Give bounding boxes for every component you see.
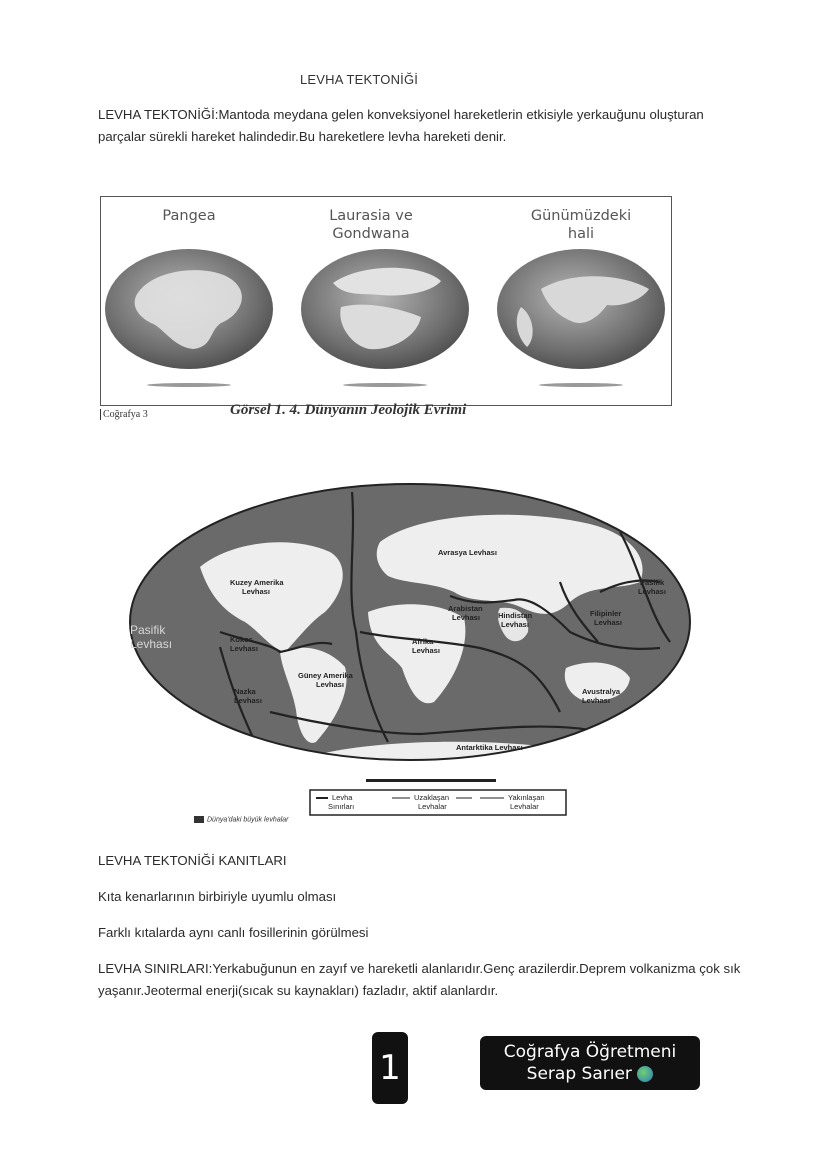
evidence-heading: LEVHA TEKTONİĞİ KANITLARI (98, 853, 287, 868)
pangea-globe (105, 249, 273, 387)
legend-diverging-1: Uzaklaşan (414, 793, 450, 802)
plate-label-guney-amerika-2: Levhası (316, 680, 344, 689)
globes-drawing (101, 197, 671, 405)
today-globe (497, 249, 665, 387)
plate-label-arabistan-2: Levhası (452, 613, 480, 622)
today-label-line1: Günümüzdeki (530, 208, 632, 224)
figure-caption: Görsel 1. 4. Dünyanın Jeolojik Evrimi (230, 402, 467, 418)
legend-converging-2: Levhalar (510, 802, 539, 811)
plate-label-antarktika: Antarktika Levhası (456, 743, 523, 752)
plate-label-avustralya-1: Avustralya (582, 687, 621, 696)
plate-label-pasifik-right-2: Levhası (638, 587, 666, 596)
plate-label-kokos-2: Levhası (230, 644, 258, 653)
boundaries-paragraph: LEVHA SINIRLARI:Yerkabuğunun en zayıf ve hareketli alanlarıdır.Genç arazilerdir.Deprem volkanizma çok sık yaşanır.Jeotermal enerji(sıcak su kaynakları) fazladır, aktif alanlardır. (98, 961, 741, 998)
legend-diverging-2: Levhalar (418, 802, 447, 811)
pangea-label: Pangea (162, 208, 216, 224)
page-title: LEVHA TEKTONİĞİ (300, 72, 419, 87)
plate-map (120, 472, 700, 817)
badge-name: Serap Sarıer (526, 1064, 632, 1084)
plate-label-filipinler-1: Filipinler (590, 609, 622, 618)
plate-label-hindistan-1: Hindistan (498, 611, 533, 620)
badge-line-1: Coğrafya Öğretmeni (503, 1042, 677, 1062)
plate-label-afrika-1: Afrika (412, 637, 434, 646)
plate-label-arabistan-1: Arabistan (448, 604, 483, 613)
plate-label-pasifik-left-1: Pasifik (130, 623, 166, 637)
legend-boundaries-1: Levha (332, 793, 353, 802)
globe-icon (637, 1066, 653, 1082)
laurasia-label-line1: Laurasia ve (329, 208, 413, 224)
plate-label-filipinler-2: Levhası (594, 618, 622, 627)
plate-label-afrika-2: Levhası (412, 646, 440, 655)
plate-label-avustralya-2: Levhası (582, 696, 610, 705)
laurasia-label-line2: Gondwana (332, 226, 410, 242)
today-label-line2: hali (567, 226, 595, 242)
plate-label-guney-amerika-1: Güney Amerika (298, 671, 353, 680)
plate-label-nazka-1: Nazka (234, 687, 256, 696)
map-caption-text: Dünya'daki büyük levhalar (207, 816, 289, 824)
plate-label-kuzey-amerika-2: Levhası (242, 587, 270, 596)
map-legend (310, 790, 566, 815)
plate-label-avrasya: Avrasya Levhası (438, 548, 497, 557)
plate-label-hindistan-2: Levhası (501, 620, 529, 629)
map-caption (194, 816, 289, 823)
badge-line-2 (480, 1063, 700, 1085)
geologic-evolution-figure (100, 196, 672, 406)
legend-converging-1: Yakınlaşan (508, 793, 545, 802)
legend-boundaries-2: Sınırları (328, 802, 355, 811)
laurasia-globe (301, 249, 469, 387)
plate-label-pasifik-right-1: Pasifik (640, 578, 665, 587)
legend-swatch (194, 816, 204, 823)
plate-label-kuzey-amerika-1: Kuzey Amerika (230, 578, 284, 587)
scale-bar (366, 779, 496, 782)
teacher-badge (480, 1036, 700, 1090)
evidence-item-2: Farklı kıtalarda aynı canlı fosillerinin görülmesi (98, 925, 369, 940)
plate-label-nazka-2: Levhası (234, 696, 262, 705)
plate-label-pasifik-left-2: Levhası (130, 637, 173, 651)
figure-source: Coğrafya 3 (100, 409, 148, 420)
evidence-item-1: Kıta kenarlarının birbiriyle uyumlu olması (98, 889, 337, 904)
intro-paragraph: LEVHA TEKTONİĞİ:Mantoda meydana gelen konveksiyonel hareketlerin etkisiyle yerkauğunu oluşturan parçalar sürekli hareket halindedir.Bu hareketlere levha hareketi denir. (98, 107, 704, 144)
page-number: 1 (372, 1032, 408, 1104)
plate-label-kokos-1: Kokos (230, 635, 253, 644)
